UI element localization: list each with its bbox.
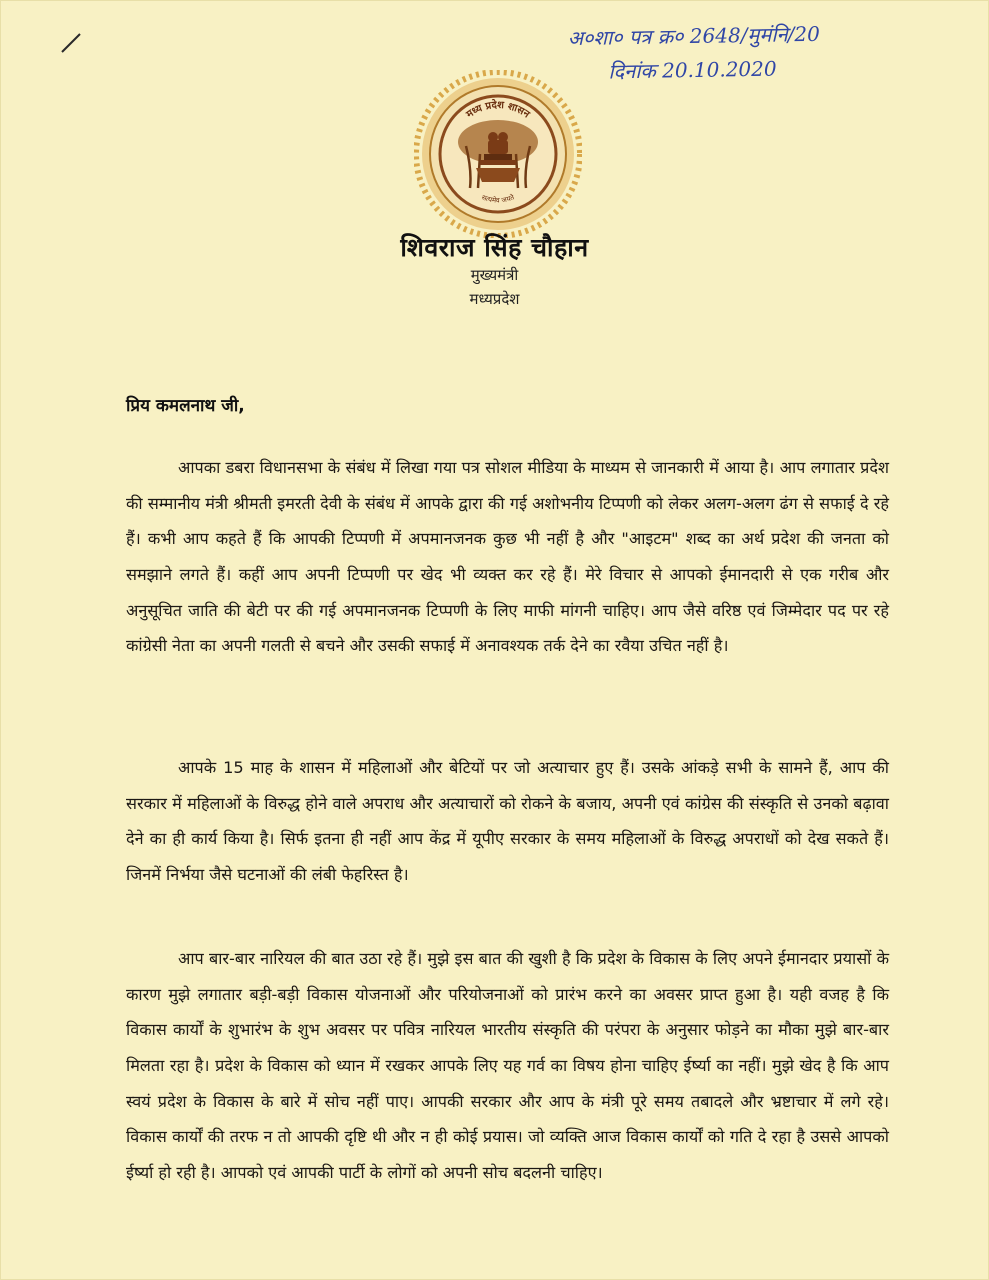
seal-motto-text: सत्यमेव जयते xyxy=(480,193,516,205)
letter-salutation: प्रिय कमलनाथ जी, xyxy=(126,396,245,416)
handwritten-reference-note xyxy=(567,15,928,89)
sender-designation: मुख्यमंत्री xyxy=(470,266,519,284)
handwritten-letter-number: अ०शा० पत्र क्र० 2648/मुमंनि/20 xyxy=(567,21,821,51)
sender-name: शिवराज सिंह चौहान xyxy=(400,233,589,262)
letter-paragraph-3: आप बार-बार नारियल की बात उठा रहे हैं। मुझे इस बात की खुशी है कि प्रदेश के विकास के लिए अपने ईमानदार प्रयासों के कारण मुझे लगातार बड़ी-बड़ी विकास योजनाओं और परियोजनाओं को प्रारंभ करने का अवसर प्राप्त हुआ है। यही वजह है कि विकास कार्यों के शुभारंभ के शुभ अवसर पर पवित्र नारियल भारतीय संस्कृति की परंपरा के अनुसार फोड़ने का मौका मुझे बार-बार मिलता रहा है। प्रदेश के विकास को ध्यान में रखकर आपके लिए यह गर्व का विषय होना चाहिए ईर्ष्या का नहीं। मुझे खेद है कि आप स्वयं प्रदेश के विकास के बारे में सोच नहीं पाए। आपकी सरकार और आप के मंत्री पूरे समय तबादले और भ्रष्टाचार में लगे रहे। विकास कार्यों की तरफ न तो आपकी दृष्टि थी और न ही कोई प्रयास। जो व्यक्ति आज विकास कार्यों को गति दे रहा है उससे आपको ईर्ष्या हो रही है। आपको एवं आपकी पार्टी के लोगों को अपनी सोच बदलनी चाहिए। xyxy=(126,949,889,1182)
handwritten-date: दिनांक 20.10.2020 xyxy=(608,56,777,84)
corner-tick-mark xyxy=(60,32,82,54)
letter-paragraph-1: आपका डबरा विधानसभा के संबंध में लिखा गया पत्र सोशल मीडिया के माध्यम से जानकारी में आया है। आप लगातार प्रदेश की सम्मानीय मंत्री श्रीमती इमरती देवी के संबंध में आपके द्वारा की गई अशोभनीय टिप्पणी को लेकर अलग-अलग ढंग से सफाई दे रहे हैं। कभी आप कहते हैं कि आपकी टिप्पणी में अपमानजनक कुछ भी नहीं है और "आइटम" शब्द का अर्थ प्रदेश की जनता को समझाने लगते हैं। कहीं आप अपनी टिप्पणी पर खेद भी व्यक्त कर रहे हैं। मेरे विचार से आपको ईमानदारी से एक गरीब और अनुसूचित जाति की बेटी पर की गई अपमानजनक टिप्पणी के लिए माफी मांगनी चाहिए। आप जैसे वरिष्ठ एवं जिम्मेदार पद पर रहे कांग्रेसी नेता का अपनी गलती से बचने और उसकी सफाई में अनावश्यक तर्क देने का रवैया उचित नहीं है। xyxy=(126,458,889,656)
seal-top-text: मध्य प्रदेश शासन xyxy=(464,99,532,121)
sender-state: मध्यप्रदेश xyxy=(469,290,520,308)
letter-paragraph-2: आपके 15 माह के शासन में महिलाओं और बेटियों पर जो अत्याचार हुए हैं। उसके आंकड़े सभी के सामने हैं, आप की सरकार में महिलाओं के विरुद्ध होने वाले अपराध और अत्याचारों को रोकने के बजाय, अपनी एवं कांग्रेस की संस्कृति से उनको बढ़ावा देने का ही कार्य किया है। सिर्फ इतना ही नहीं आप केंद्र में यूपीए सरकार के समय महिलाओं के विरुद्ध अपराधों को देख सकते हैं। जिनमें निर्भया जैसे घटनाओं की लंबी फेहरिस्त है। xyxy=(126,758,889,884)
madhya-pradesh-emblem-seal xyxy=(414,70,582,238)
